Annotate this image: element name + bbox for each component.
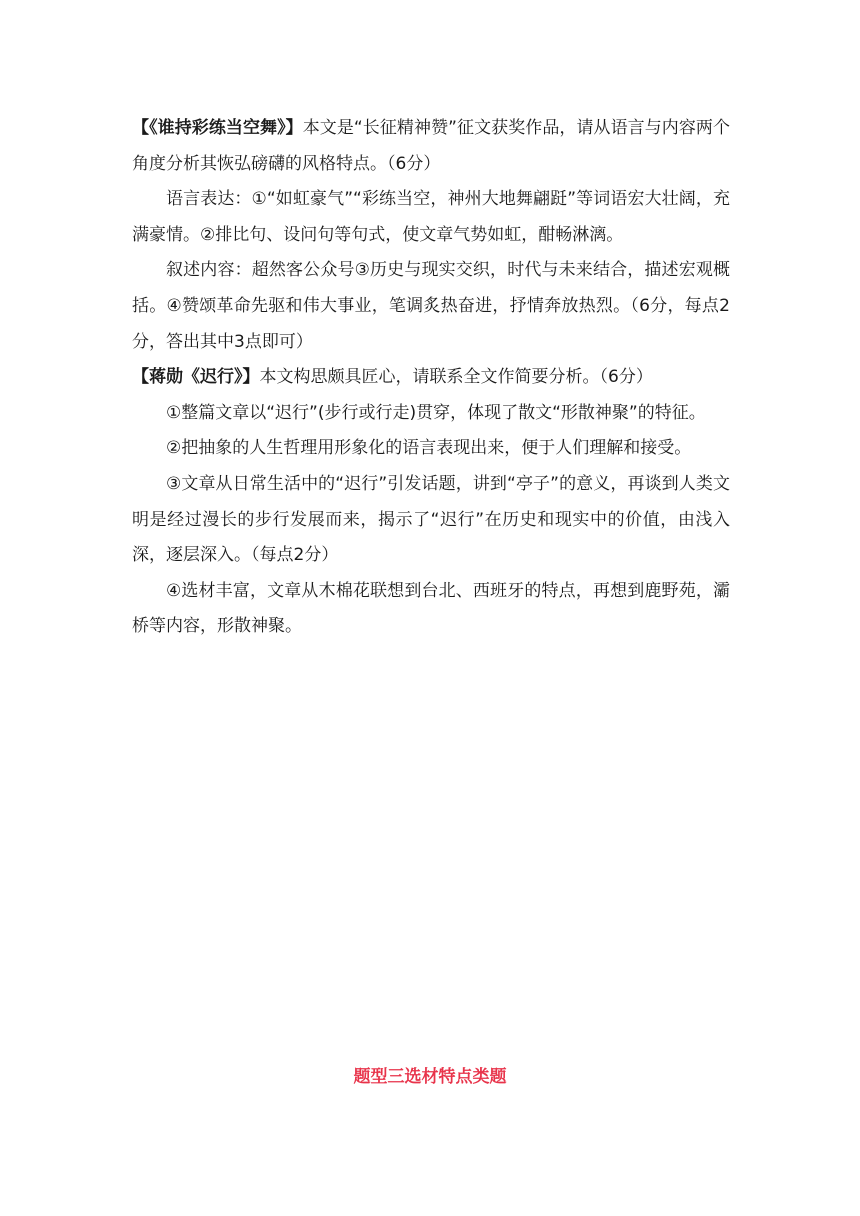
document-body [132,111,730,645]
section-heading: 题型三选材特点类题 [353,1067,507,1087]
question-2-answer-1: ①整篇文章以“迟行”(步行或行走)贯穿，体现了散文“形散神聚”的特征。 [166,402,706,423]
question-1-answer-2: 叙述内容：超然客公众号③历史与现实交织，时代与未来结合，描述宏观概括。④赞颂革命先驱和伟大事业，笔调炙热奋进，抒情奔放热烈。（6分，每点2分，答出其中3点即可） [132,260,730,352]
question-2-answer-3: ③文章从日常生活中的“迟行”引发话题，讲到“亭子”的意义，再谈到人类文明是经过漫长的步行发展而来，揭示了“迟行”在历史和现实中的价值，由浅入深，逐层深入。（每点2分） [132,473,730,566]
question-2-answer-2: ②把抽象的人生哲理用形象化的语言表现出来，便于人们理解和接受。 [166,438,692,459]
question-1-title: 【《谁持彩练当空舞》】 [132,118,303,138]
question-2-answer-4: ④选材丰富，文章从木棉花联想到台北、西班牙的特点，再想到鹿野苑，灞桥等内容，形散神聚。 [132,580,730,637]
question-2-prompt: 本文构思颇具匠心，请联系全文作简要分析。（6分） [259,367,653,388]
question-2 [132,360,730,396]
question-1-prompt: 本文是“长征精神赞”征文获奖作品，请从语言与内容两个角度分析其恢弘磅礴的风格特点。（6分） [132,118,730,174]
question-2-title: 【蒋勋《迟行》】 [132,367,260,388]
question-1 [132,111,730,182]
question-1-answer-1: 语言表达：①“如虹豪气”“彩练当空，神州大地舞翩跹”等词语宏大壮阔，充满豪情。②排比句、设问句等句式，使文章气势如虹，酣畅淋漓。 [132,189,730,245]
